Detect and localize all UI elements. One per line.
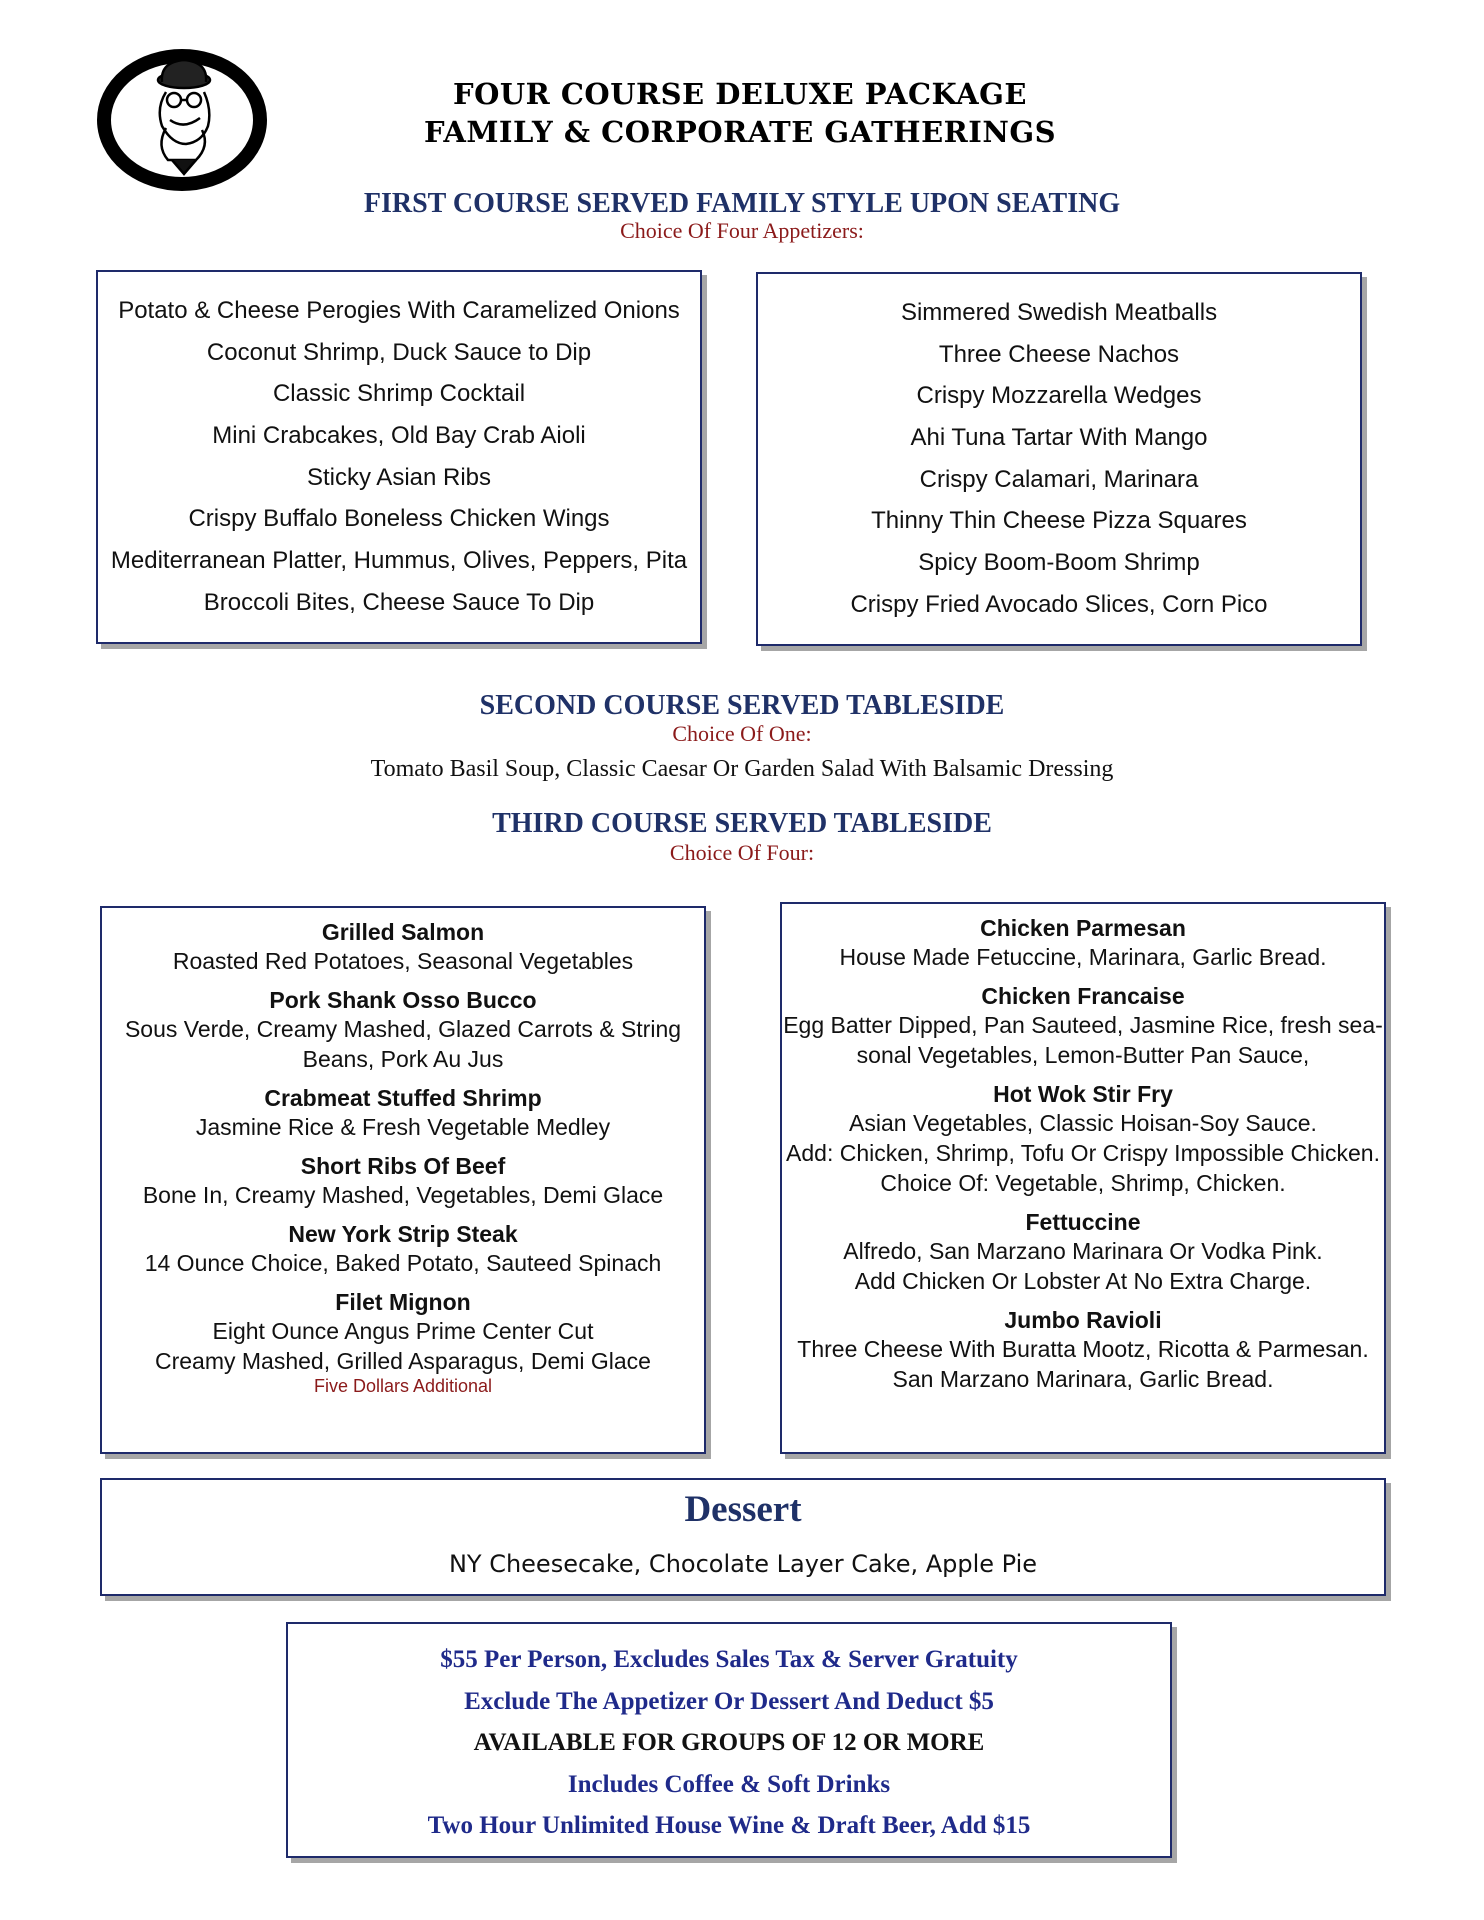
entree-name: Fettuccine [1025, 1209, 1141, 1235]
entree-description: Add Chicken Or Lobster At No Extra Charge. [854, 1268, 1312, 1294]
entree-description: Sous Verde, Creamy Mashed, Glazed Carrots & String [124, 1016, 682, 1042]
list-item: Ahi Tuna Tartar With Mango [910, 424, 1208, 452]
entree-list-left [100, 906, 706, 1454]
list-item: Broccoli Bites, Cheese Sauce To Dip [203, 588, 595, 616]
entree-item [102, 1084, 704, 1142]
entree-description: Add: Chicken, Shrimp, Tofu Or Crispy Impossible Chicken. [786, 1140, 1380, 1166]
entree-item [102, 1220, 704, 1278]
entree-description: Egg Batter Dipped, Pan Sauteed, Jasmine Rice, fresh sea- [783, 1012, 1383, 1038]
list-item: Coconut Shrimp, Duck Sauce to Dip [206, 338, 592, 366]
dessert-box [100, 1478, 1386, 1596]
second-course-items: Tomato Basil Soup, Classic Caesar Or Garden Salad With Balsamic Dressing [370, 756, 1114, 782]
entree-description: Roasted Red Potatoes, Seasonal Vegetables [172, 948, 634, 974]
list-item: Three Cheese Nachos [938, 340, 1180, 368]
entree-name: Crabmeat Stuffed Shrimp [264, 1085, 542, 1111]
first-course-title: FIRST COURSE SERVED FAMILY STYLE UPON SEATING [363, 188, 1121, 219]
list-item: Crispy Fried Avocado Slices, Corn Pico [850, 590, 1268, 618]
list-item: Simmered Swedish Meatballs [900, 299, 1218, 326]
entree-description: sonal Vegetables, Lemon-Butter Pan Sauce, [856, 1042, 1310, 1068]
list-item: Sticky Asian Ribs [306, 463, 492, 491]
package-subtitle: FAMILY & CORPORATE GATHERINGS [423, 115, 1057, 149]
entree-item [102, 918, 704, 976]
list-item: Crispy Calamari, Marinara [919, 465, 1199, 493]
entree-name: Chicken Parmesan [980, 915, 1186, 941]
entree-description: Eight Ounce Angus Prime Center Cut [212, 1318, 594, 1344]
second-course-title: SECOND COURSE SERVED TABLESIDE [479, 690, 1005, 721]
entree-item [102, 986, 704, 1074]
list-item: Crispy Buffalo Boneless Chicken Wings [188, 505, 610, 533]
appetizer-list-right [756, 272, 1362, 646]
list-item: Mini Crabcakes, Old Bay Crab Aioli [212, 422, 586, 450]
group-size-note: AVAILABLE FOR GROUPS OF 12 OR MORE [473, 1729, 985, 1756]
entree-description: Bone In, Creamy Mashed, Vegetables, Demi Glace [142, 1182, 664, 1208]
first-course-choice: Choice Of Four Appetizers: [620, 218, 864, 243]
entree-description: Three Cheese With Buratta Mootz, Ricotta & Parmesan. [797, 1336, 1369, 1362]
deduction-note: Exclude The Appetizer Or Dessert And Deduct $5 [464, 1687, 994, 1715]
list-item: Mediterranean Platter, Hummus, Olives, Peppers, Pita [110, 547, 688, 575]
entree-item [102, 1152, 704, 1210]
chef-caricature-logo-icon [96, 48, 268, 192]
package-title: FOUR COURSE DELUXE PACKAGE [453, 77, 1027, 111]
entree-description: Jasmine Rice & Fresh Vegetable Medley [195, 1114, 611, 1140]
list-item: Classic Shrimp Cocktail [272, 380, 526, 408]
entree-description: 14 Ounce Choice, Baked Potato, Sauteed Spinach [144, 1250, 662, 1276]
entree-item [782, 1208, 1384, 1296]
dessert-title: Dessert [684, 1489, 802, 1530]
list-item: Potato & Cheese Perogies With Caramelized Onions [118, 297, 680, 324]
third-course-title: THIRD COURSE SERVED TABLESIDE [492, 808, 992, 839]
third-course-choice: Choice Of Four: [669, 840, 815, 865]
entree-description: Beans, Pork Au Jus [302, 1046, 504, 1072]
entree-description: Alfredo, San Marzano Marinara Or Vodka Pink. [843, 1238, 1323, 1264]
entree-description: Asian Vegetables, Classic Hoisan-Soy Sauce. [849, 1110, 1317, 1136]
entree-description: Choice Of: Vegetable, Shrimp, Chicken. [880, 1170, 1286, 1196]
appetizer-list-left [96, 270, 702, 644]
second-course-choice: Choice Of One: [672, 721, 812, 746]
entree-name: Filet Mignon [335, 1289, 471, 1315]
entree-item [102, 1288, 704, 1396]
dessert-items: NY Cheesecake, Chocolate Layer Cake, Apple Pie [448, 1550, 1038, 1578]
list-item: Spicy Boom-Boom Shrimp [918, 549, 1200, 577]
entree-name: Hot Wok Stir Fry [993, 1081, 1173, 1107]
entree-item [782, 982, 1384, 1070]
list-item: Thinny Thin Cheese Pizza Squares [871, 507, 1247, 535]
entree-item [782, 1306, 1384, 1394]
entree-description: Creamy Mashed, Grilled Asparagus, Demi Glace [155, 1348, 651, 1374]
wine-beer-addon: Two Hour Unlimited House Wine & Draft Beer, Add $15 [427, 1812, 1031, 1839]
entree-description: San Marzano Marinara, Garlic Bread. [892, 1366, 1274, 1392]
entree-name: Grilled Salmon [321, 919, 485, 945]
entree-description: House Made Fetuccine, Marinara, Garlic Bread. [839, 944, 1327, 970]
entree-list-right [780, 902, 1386, 1454]
entree-item [782, 1080, 1384, 1198]
list-item: Crispy Mozzarella Wedges [916, 382, 1202, 410]
entree-name: Chicken Francaise [981, 983, 1185, 1009]
entree-name: Pork Shank Osso Bucco [269, 987, 537, 1013]
entree-name: Short Ribs Of Beef [300, 1153, 506, 1179]
entree-item [782, 914, 1384, 972]
included-drinks: Includes Coffee & Soft Drinks [567, 1770, 891, 1798]
surcharge-note: Five Dollars Additional [313, 1376, 493, 1396]
price-per-person: $55 Per Person, Excludes Sales Tax & Server Gratuity [440, 1646, 1018, 1673]
entree-name: Jumbo Ravioli [1004, 1307, 1162, 1333]
pricing-box [286, 1622, 1172, 1858]
entree-name: New York Strip Steak [288, 1221, 518, 1247]
